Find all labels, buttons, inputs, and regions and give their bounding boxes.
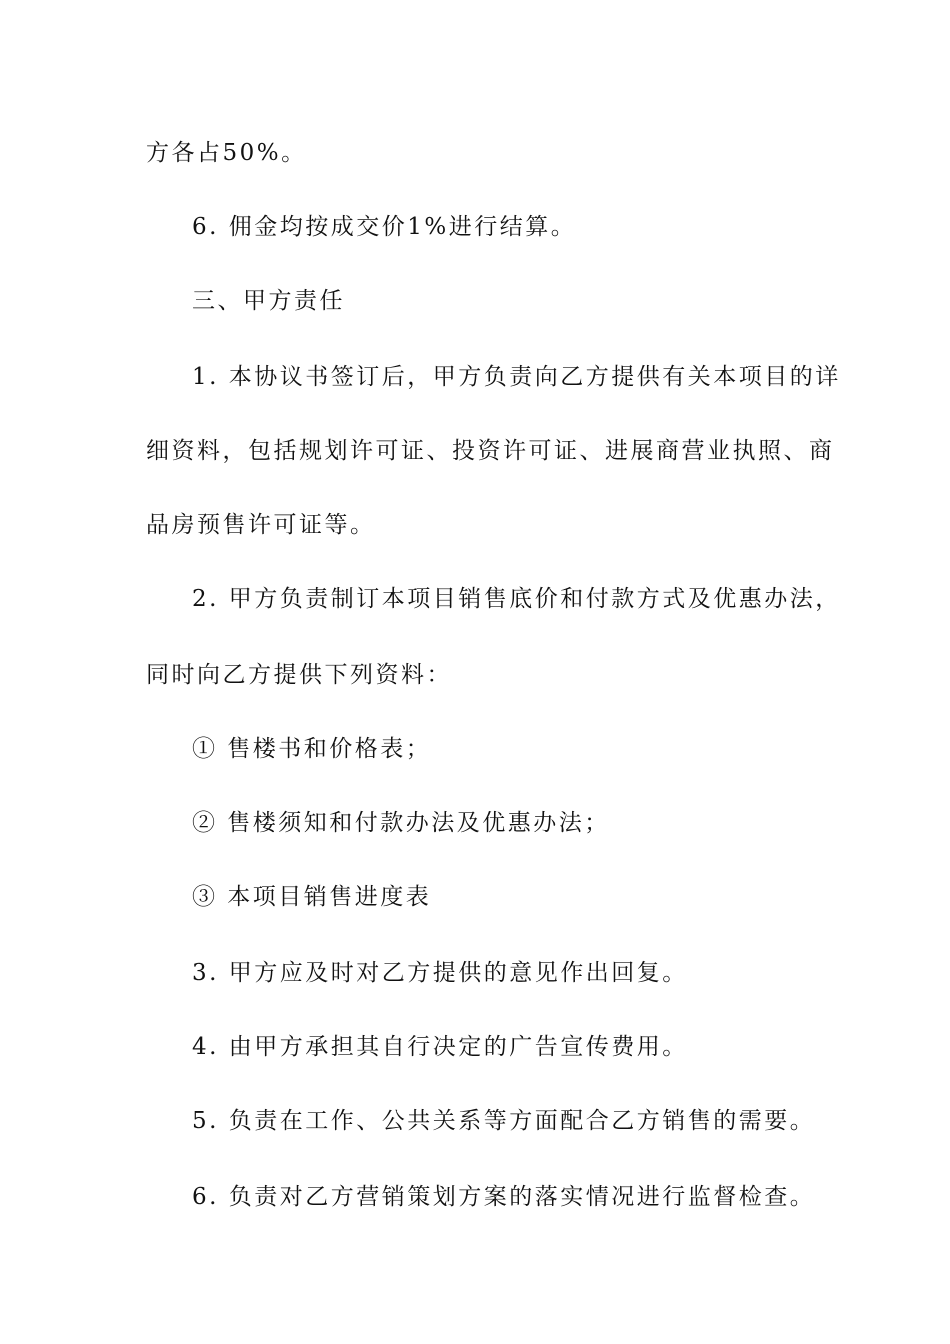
- paragraph-line: 6. 负责对乙方营销策划方案的落实情况进行监督检查。: [192, 1184, 816, 1210]
- paragraph-line: 5. 负责在工作、公共关系等方面配合乙方销售的需要。: [192, 1108, 816, 1134]
- paragraph-line: 细资料，包括规划许可证、投资许可证、进展商营业执照、商: [146, 438, 835, 464]
- paragraph-line: 品房预售许可证等。: [146, 512, 376, 538]
- paragraph-line: 1. 本协议书签订后，甲方负责向乙方提供有关本项目的详: [192, 364, 841, 390]
- paragraph-line: 4. 由甲方承担其自行决定的广告宣传费用。: [192, 1034, 688, 1060]
- paragraph-line: 方各占50%。: [146, 140, 307, 166]
- list-item: ② 售楼须知和付款办法及优惠办法；: [192, 810, 610, 836]
- section-heading: 三、甲方责任: [192, 288, 345, 314]
- paragraph-line: 2. 甲方负责制订本项目销售底价和付款方式及优惠办法，: [192, 586, 841, 612]
- paragraph-line: 同时向乙方提供下列资料：: [146, 662, 452, 688]
- paragraph-line: 3. 甲方应及时对乙方提供的意见作出回复。: [192, 960, 688, 986]
- list-item: ③ 本项目销售进度表: [192, 884, 432, 910]
- list-item: ① 售楼书和价格表；: [192, 736, 432, 762]
- paragraph-line: 6. 佣金均按成交价1%进行结算。: [192, 214, 577, 240]
